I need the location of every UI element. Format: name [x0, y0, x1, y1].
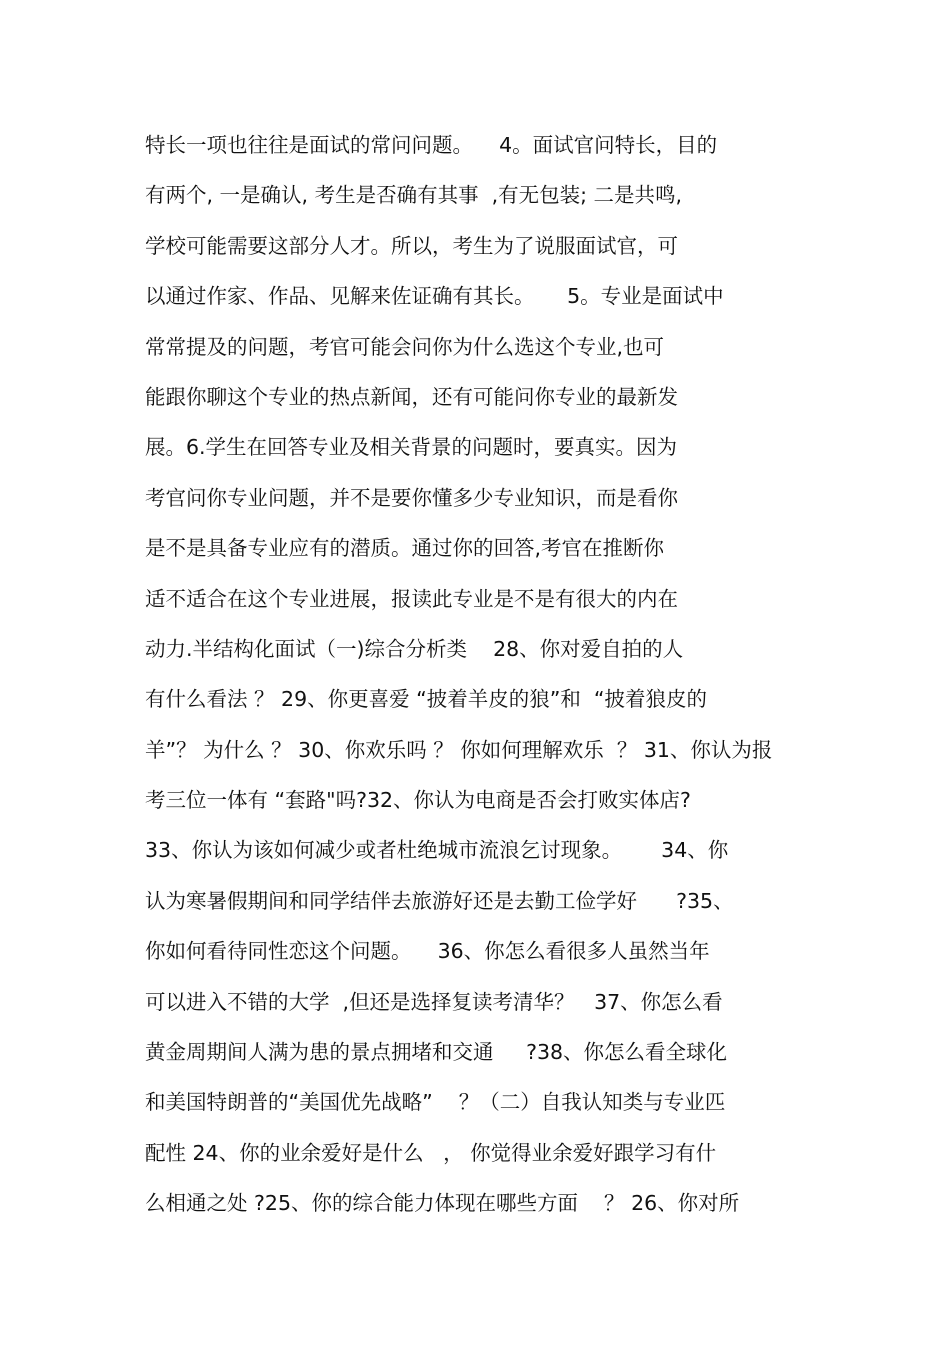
text-line: 可以进入不错的大学 ,但还是选择复读考清华？ 37、你怎么看	[145, 989, 723, 1014]
text-line: 考三位一体有 “套路"吗?32、你认为电商是否会打败实体店?	[145, 788, 691, 813]
text-line: 以通过作家、作品、见解来佐证确有其长。 5。专业是面试中	[145, 284, 724, 309]
text-line: 是不是具备专业应有的潜质。通过你的回答,考官在推断你	[145, 536, 665, 561]
text-line: 33、你认为该如何减少或者杜绝城市流浪乞讨现象。 34、你	[145, 838, 729, 863]
text-line: 学校可能需要这部分人才。所以，考生为了说服面试官，可	[145, 233, 678, 258]
text-line: 能跟你聊这个专业的热点新闻，还有可能问你专业的最新发	[145, 384, 678, 409]
text-line: 特长一项也往往是面试的常问问题。 4。面试官问特长，目的	[145, 133, 718, 157]
text-line: 动力.半结构化面试（一)综合分析类 28、你对爱自拍的人	[145, 636, 684, 661]
text-line: 配性 24、你的业余爱好是什么 ， 你觉得业余爱好跟学习有什	[145, 1140, 717, 1165]
text-line: 适不适合在这个专业进展，报读此专业是不是有很大的内在	[145, 586, 678, 611]
text-line: 羊”？ 为什么 ？ 30、你欢乐吗 ？ 你如何理解欢乐 ？ 31、你认为报	[145, 737, 773, 762]
text-line: 认为寒暑假期间和同学结伴去旅游好还是去勤工俭学好 ?35、	[145, 888, 734, 913]
text-line: 有两个, 一是确认, 考生是否确有其事 ,有无包装; 二是共鸣,	[145, 183, 683, 208]
text-line: 常常提及的问题，考官可能会问你为什么选这个专业,也可	[145, 334, 665, 359]
text-line: 黄金周期间人满为患的景点拥堵和交通 ?38、你怎么看全球化	[145, 1040, 728, 1065]
body-text	[145, 120, 825, 1229]
text-line: 展。6.学生在回答专业及相关背景的问题时，要真实。因为	[145, 435, 678, 460]
text-line: 你如何看待同性恋这个问题。 36、你怎么看很多人虽然当年	[145, 939, 710, 964]
text-line: 么相通之处 ?25、你的综合能力体现在哪些方面 ？ 26、你对所	[145, 1191, 740, 1216]
text-line: 和美国特朗普的“美国优先战略” ？（二）自我认知类与专业匹	[145, 1090, 726, 1115]
text-line: 考官问你专业问题，并不是要你懂多少专业知识，而是看你	[145, 485, 678, 510]
text-line: 有什么看法 ？ 29、你更喜爱 “披着羊皮的狼”和 “披着狼皮的	[145, 687, 708, 712]
